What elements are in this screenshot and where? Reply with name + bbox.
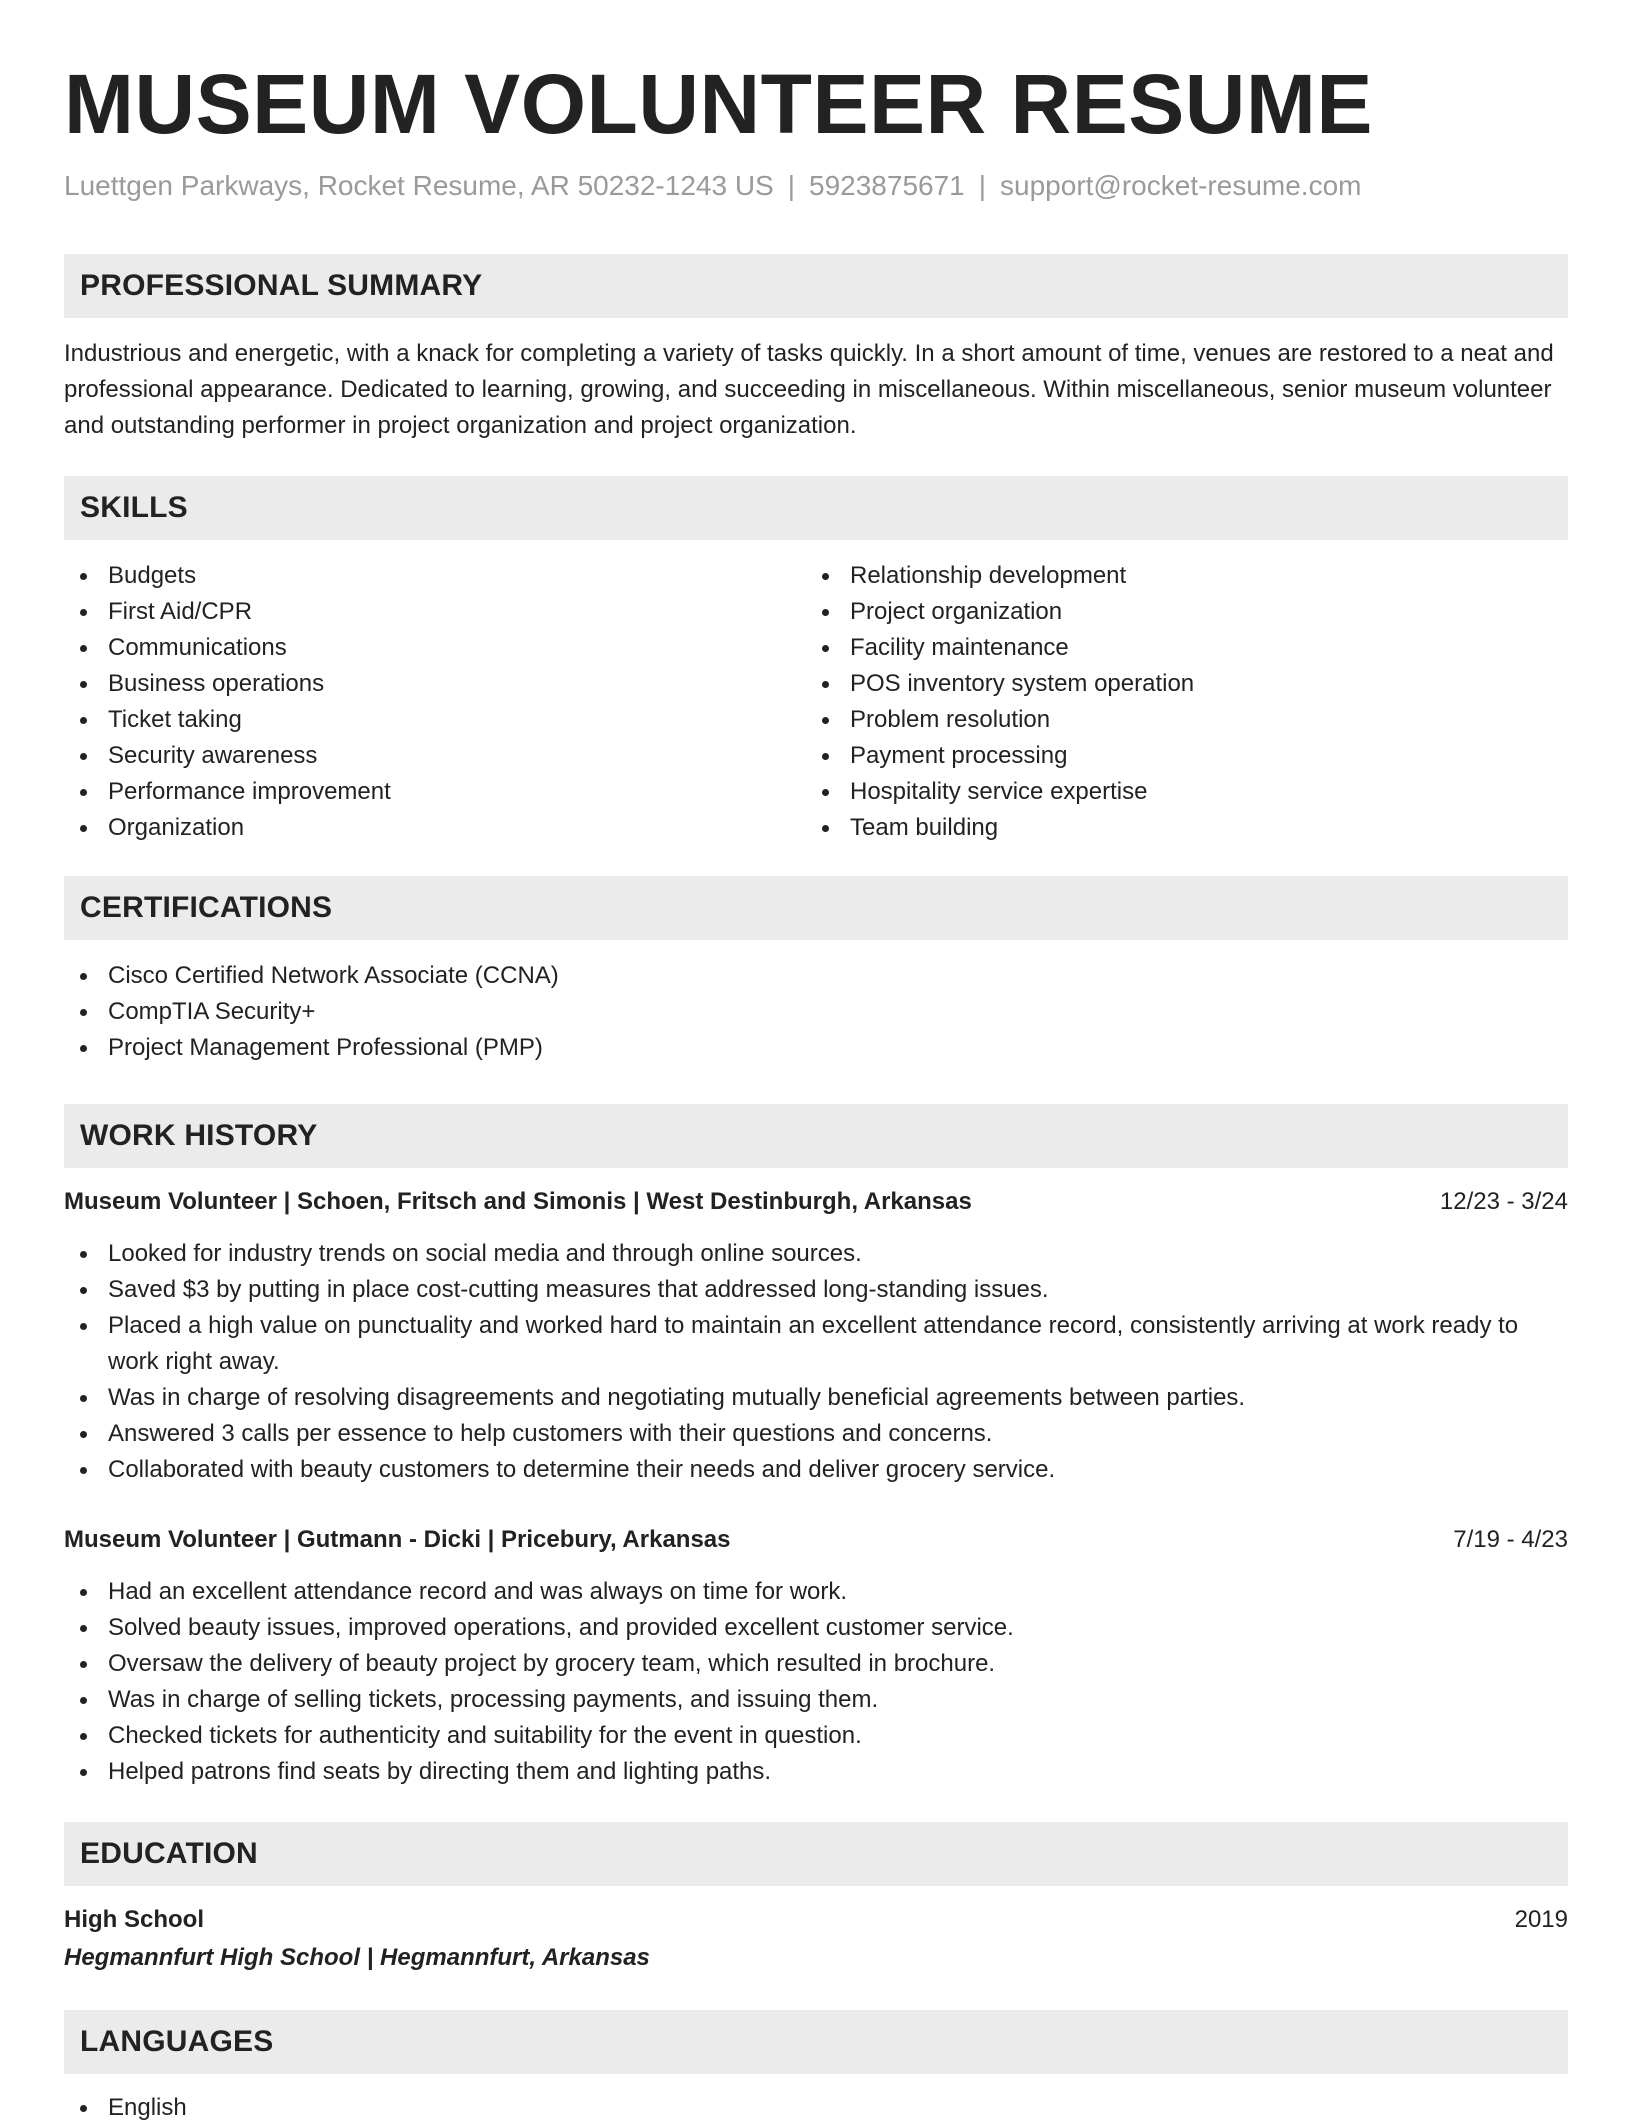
skills-list-left [64,558,806,846]
skill-item: Budgets [64,558,806,594]
certification-item: Project Management Professional (PMP) [64,1030,1568,1066]
job-bullet: Oversaw the delivery of beauty project by grocery team, which resulted in brochure. [64,1646,1568,1682]
education-school: Hegmannfurt High School | Hegmannfurt, Arkansas [64,1944,650,1971]
skill-item: Business operations [64,666,806,702]
section-heading-education: EDUCATION [64,1822,1568,1886]
contact-separator: | [978,170,987,201]
section-heading-summary: PROFESSIONAL SUMMARY [64,254,1568,318]
education-degree: High School [64,1906,204,1933]
job-bullet: Had an excellent attendance record and was always on time for work. [64,1574,1568,1610]
job-bullet: Solved beauty issues, improved operations, and provided excellent customer service. [64,1610,1568,1646]
job-header [64,1184,1568,1220]
contact-line [64,168,1568,204]
job-bullets [64,1574,1568,1790]
skill-item: Problem resolution [806,702,1548,738]
contact-phone: 5923875671 [809,170,965,201]
skill-item: POS inventory system operation [806,666,1548,702]
job-bullet: Looked for industry trends on social media and through online sources. [64,1236,1568,1272]
job-bullet: Helped patrons find seats by directing them and lighting paths. [64,1754,1568,1790]
certification-item: Cisco Certified Network Associate (CCNA) [64,958,1568,994]
job-bullet: Placed a high value on punctuality and worked hard to maintain an excellent attendance record, consistently arriving at work ready to work right away. [64,1308,1568,1380]
skill-item: Communications [64,630,806,666]
job-header [64,1522,1568,1558]
skill-item: Ticket taking [64,702,806,738]
summary-text: Industrious and energetic, with a knack for completing a variety of tasks quickly. In a short amount of time, venues are restored to a neat and professional appearance. Dedicated to learning, growing, and succeeding in miscellaneous. Within miscellaneous, senior museum volunteer and outstanding performer in project organization and project organization. [64,340,1554,439]
job-dates: 7/19 - 4/23 [1453,1526,1568,1553]
education-header [64,1902,1568,1938]
skill-item: Payment processing [806,738,1548,774]
skill-item: Project organization [806,594,1548,630]
resume-title: MUSEUM VOLUNTEER RESUME [64,57,1373,151]
contact-separator: | [787,170,796,201]
skill-item: Hospitality service expertise [806,774,1548,810]
certifications-list [64,958,1568,1066]
job-title: Museum Volunteer | Schoen, Fritsch and Simonis | West Destinburgh, Arkansas [64,1188,972,1215]
skill-item: Performance improvement [64,774,806,810]
job-bullet: Answered 3 calls per essence to help customers with their questions and concerns. [64,1416,1568,1452]
skills-list-right [806,558,1548,846]
education-year: 2019 [1514,1906,1568,1933]
section-heading-languages: LANGUAGES [64,2010,1568,2074]
skill-item: First Aid/CPR [64,594,806,630]
skill-item: Security awareness [64,738,806,774]
section-heading-skills: SKILLS [64,476,1568,540]
job-dates: 12/23 - 3/24 [1439,1188,1568,1215]
skill-item: Team building [806,810,1548,846]
job-bullet: Checked tickets for authenticity and suitability for the event in question. [64,1718,1568,1754]
skill-item: Relationship development [806,558,1548,594]
section-heading-certifications: CERTIFICATIONS [64,876,1568,940]
job-bullet: Saved $3 by putting in place cost-cutting measures that addressed long-standing issues. [64,1272,1568,1308]
job-title: Museum Volunteer | Gutmann - Dicki | Pricebury, Arkansas [64,1526,731,1553]
skill-item: Facility maintenance [806,630,1548,666]
languages-list [64,2090,1568,2126]
language-item: English [64,2090,1568,2126]
job-bullets [64,1236,1568,1488]
job-bullet: Collaborated with beauty customers to determine their needs and deliver grocery service. [64,1452,1568,1488]
job-bullet: Was in charge of resolving disagreements and negotiating mutually beneficial agreements between parties. [64,1380,1568,1416]
job-bullet: Was in charge of selling tickets, processing payments, and issuing them. [64,1682,1568,1718]
contact-email: support@rocket-resume.com [1000,170,1362,201]
contact-address: Luettgen Parkways, Rocket Resume, AR 50232-1243 US [64,170,774,201]
skills-grid [64,558,1568,846]
skill-item: Organization [64,810,806,846]
certification-item: CompTIA Security+ [64,994,1568,1030]
section-heading-work-history: WORK HISTORY [64,1104,1568,1168]
